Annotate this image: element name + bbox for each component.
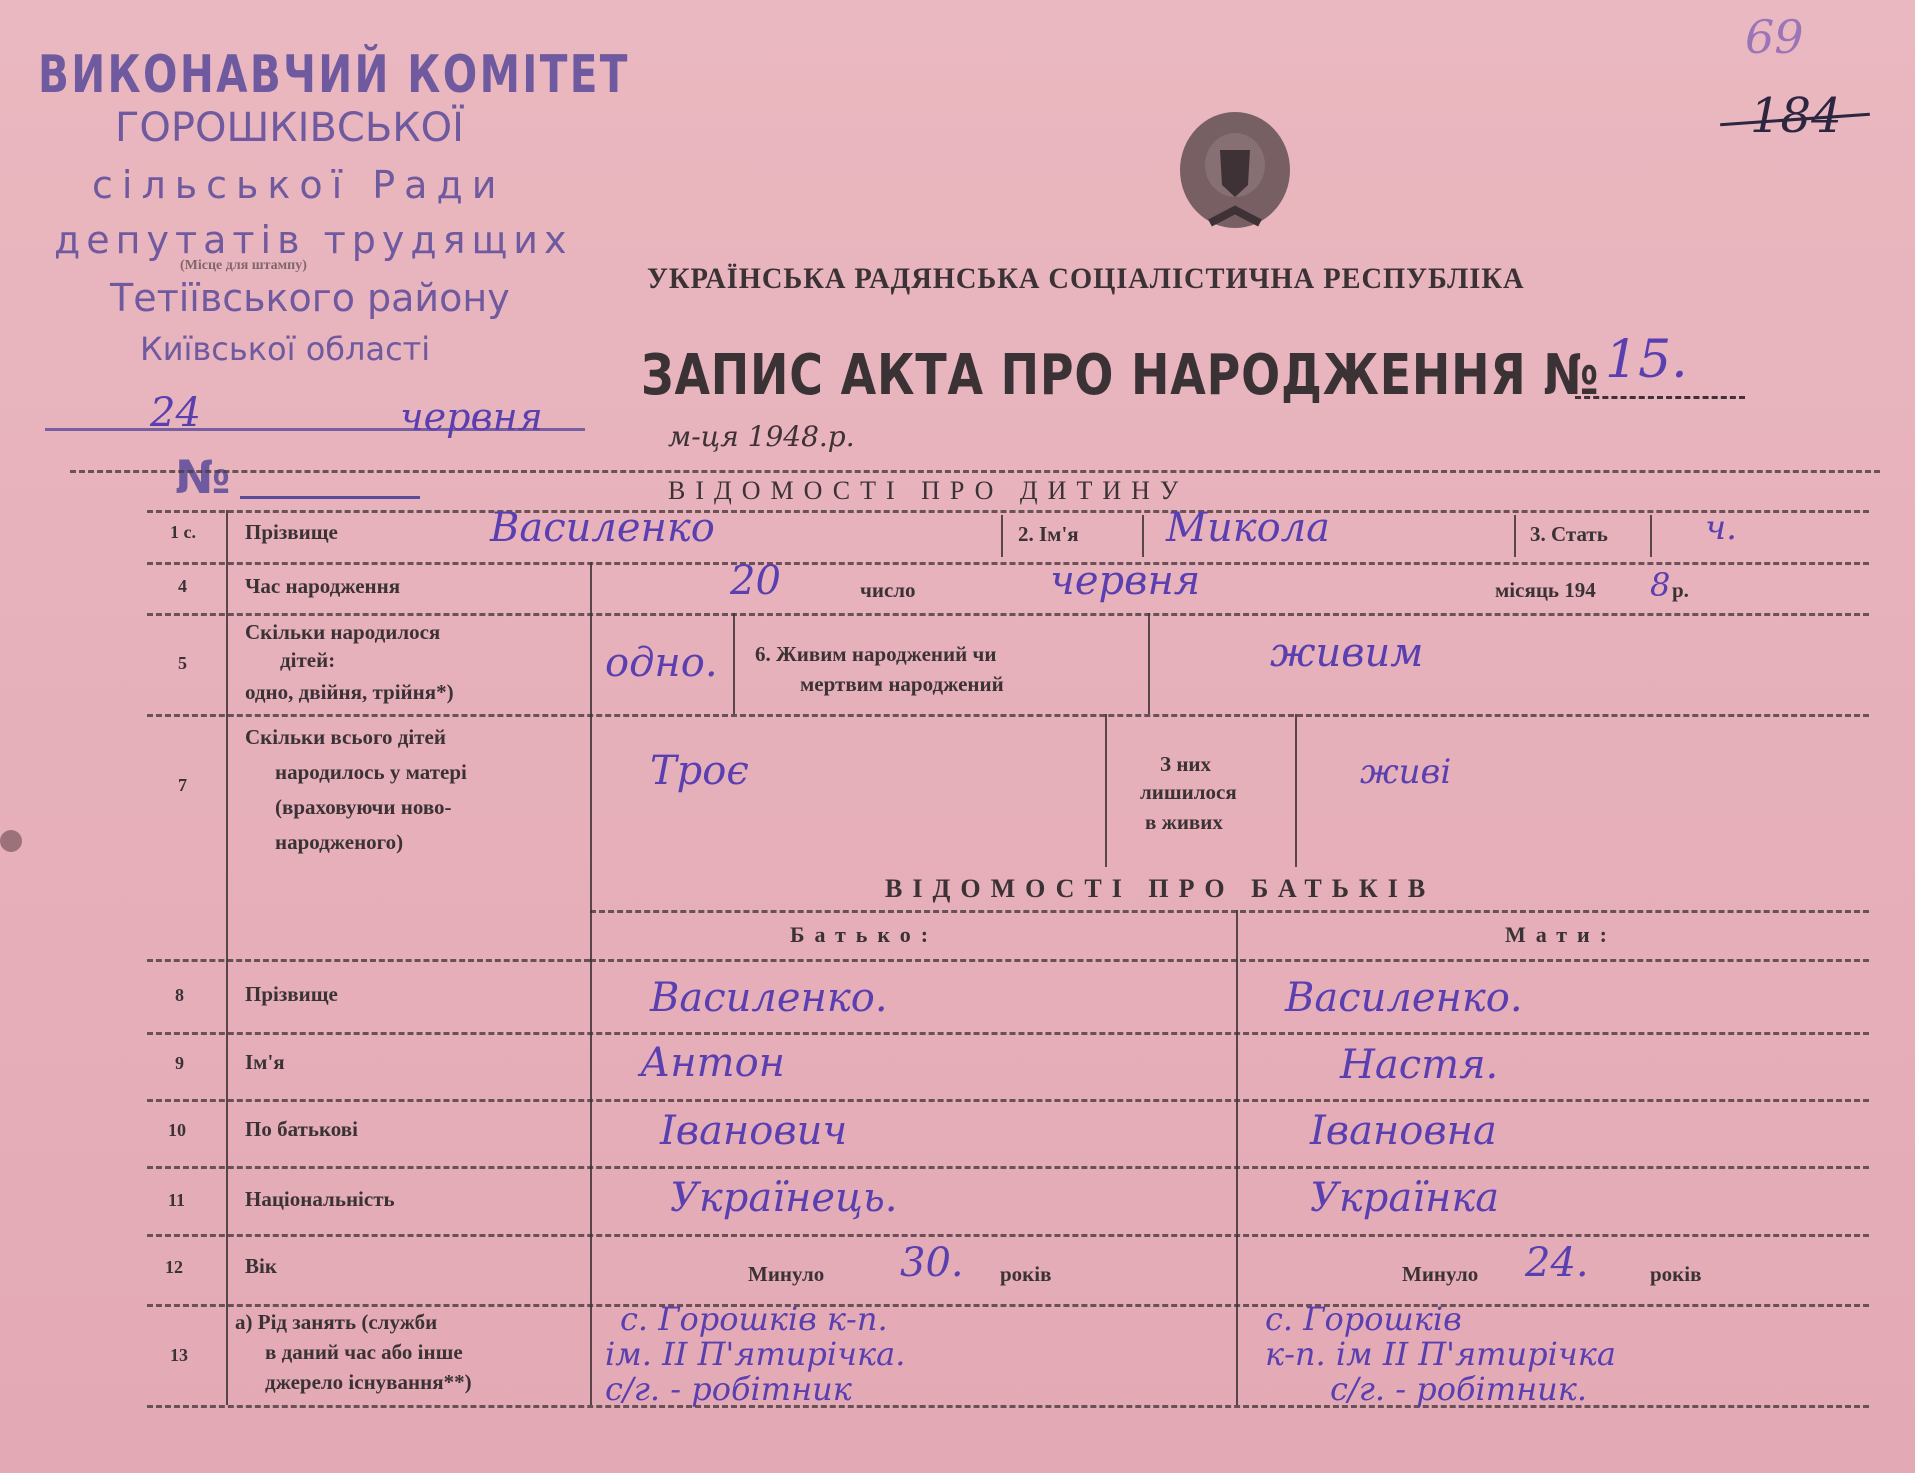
mother-name-value: Настя. (1340, 1042, 1499, 1088)
field-label: 2. Ім'я (1018, 522, 1079, 546)
birth-day-value: 20 (730, 558, 781, 604)
field-label: Прізвище (245, 520, 338, 544)
father-header: Батько: (790, 922, 939, 947)
row-number: 12 (165, 1257, 183, 1277)
stamp-number-label: № (175, 450, 231, 504)
child-sex-value: ч. (1705, 508, 1737, 548)
field-label: місяць 194 (1495, 578, 1596, 602)
republic-name: УКРАЇНСЬКА РАДЯНСЬКА СОЦІАЛІСТИЧНА РЕСПУБЛІКА (647, 262, 1525, 295)
stamp-line-5: Тетіївського району (110, 276, 510, 320)
alive-value: живим (1270, 630, 1424, 676)
field-label: З них (1160, 752, 1212, 776)
father-occupation-line: ім. ІІ П'ятирічка. (605, 1335, 906, 1373)
father-name-value: Антон (640, 1040, 785, 1086)
archive-old-page-number: 184 (1750, 88, 1842, 144)
child-section-title: ВІДОМОСТІ ПРО ДИТИНУ (668, 476, 1189, 505)
mother-occupation-line: с/г. - робітник. (1330, 1370, 1588, 1408)
field-label: (враховуючи ново- (275, 795, 452, 819)
mother-nationality-value: Українка (1310, 1175, 1500, 1221)
stamp-line-6: Київської області (140, 330, 431, 368)
field-label: Скільки народилося (245, 620, 441, 644)
archive-page-number: 69 (1745, 10, 1804, 64)
field-label: а) Рід занять (служби (235, 1310, 438, 1334)
field-label: Вік (245, 1254, 277, 1278)
field-label: років (1650, 1262, 1702, 1286)
row-number: 7 (178, 775, 187, 795)
field-label: в живих (1145, 810, 1223, 834)
field-label: По батькові (245, 1117, 358, 1141)
field-label: Прізвище (245, 982, 338, 1006)
mother-occupation-line: к-п. ім ІІ П'ятирічка (1265, 1335, 1616, 1373)
parents-section-title: ВІДОМОСТІ ПРО БАТЬКІВ (885, 874, 1436, 903)
field-label: Скільки всього дітей (245, 725, 446, 749)
field-label: одно, двійня, трійня*) (245, 680, 454, 704)
field-label: в даний час або інше (265, 1340, 463, 1364)
father-patronymic-value: Іванович (660, 1108, 848, 1154)
row-number: 5 (178, 653, 187, 673)
field-label: джерело існування**) (265, 1370, 472, 1394)
row-number: 1 с. (170, 522, 196, 542)
field-label: р. (1672, 578, 1689, 602)
stamp-date-month: червня (400, 395, 543, 439)
stamp-line-3: сільської Ради (92, 163, 506, 207)
row-number: 13 (170, 1345, 188, 1365)
field-label: дітей: (280, 648, 336, 672)
stamp-placeholder: (Місце для штампу) (180, 258, 307, 273)
stamp-number-line (240, 496, 420, 499)
row-number: 11 (168, 1190, 186, 1210)
mother-patronymic-value: Івановна (1310, 1108, 1497, 1154)
stamp-line-4: депутатів трудящих (54, 218, 573, 262)
field-label: лишилося (1140, 780, 1237, 804)
field-label: число (860, 578, 916, 602)
field-label: мертвим народжений (800, 672, 1004, 696)
father-occupation-line: с. Горошків к-п. (620, 1300, 888, 1338)
stamp-line-1: ВИКОНАВЧИЙ КОМІТЕТ (38, 45, 630, 105)
field-label: народилось у матері (275, 760, 467, 784)
father-nationality-value: Українець. (670, 1175, 898, 1221)
birth-count-value: одно. (605, 640, 718, 686)
stamp-date-day: 24 (150, 390, 201, 436)
coat-of-arms-emblem (1170, 105, 1300, 240)
row-number: 4 (178, 576, 187, 596)
mother-occupation-line: с. Горошків (1265, 1300, 1462, 1338)
field-label: років (1000, 1262, 1052, 1286)
field-label: народженого) (275, 830, 404, 854)
father-age-value: 30. (900, 1240, 964, 1286)
field-label: 6. Живим народжений чи (755, 642, 997, 666)
total-children-value: Троє (650, 748, 749, 794)
survived-value: живі (1360, 752, 1452, 792)
field-label: Час народження (245, 574, 401, 598)
record-number-line (1575, 396, 1745, 399)
field-label: Минуло (1402, 1262, 1479, 1286)
birth-month-value: червня (1050, 558, 1201, 604)
father-surname-value: Василенко. (650, 975, 888, 1021)
mother-age-value: 24. (1525, 1240, 1589, 1286)
document-title: ЗАПИС АКТА ПРО НАРОДЖЕННЯ № (641, 343, 1600, 408)
row-number: 8 (175, 985, 184, 1005)
father-occupation-line: с/г. - робітник (605, 1370, 852, 1408)
field-label: 3. Стать (1530, 522, 1608, 546)
row-number: 10 (168, 1120, 186, 1140)
child-name-value: Микола (1166, 505, 1331, 551)
field-label: Ім'я (245, 1050, 285, 1074)
row-number: 9 (175, 1053, 184, 1073)
mother-surname-value: Василенко. (1285, 975, 1523, 1021)
birth-year-digit: 8 (1650, 566, 1671, 604)
field-label: Минуло (748, 1262, 825, 1286)
mother-header: Мати: (1505, 922, 1618, 947)
record-number: 15. (1605, 330, 1688, 390)
field-label: Національність (245, 1187, 395, 1211)
child-surname-value: Василенко (490, 505, 715, 551)
record-month-year: м-ця 1948.р. (668, 420, 855, 453)
punch-hole (0, 830, 22, 852)
stamp-line-2: ГОРОШКІВСЬКОЇ (115, 105, 464, 151)
